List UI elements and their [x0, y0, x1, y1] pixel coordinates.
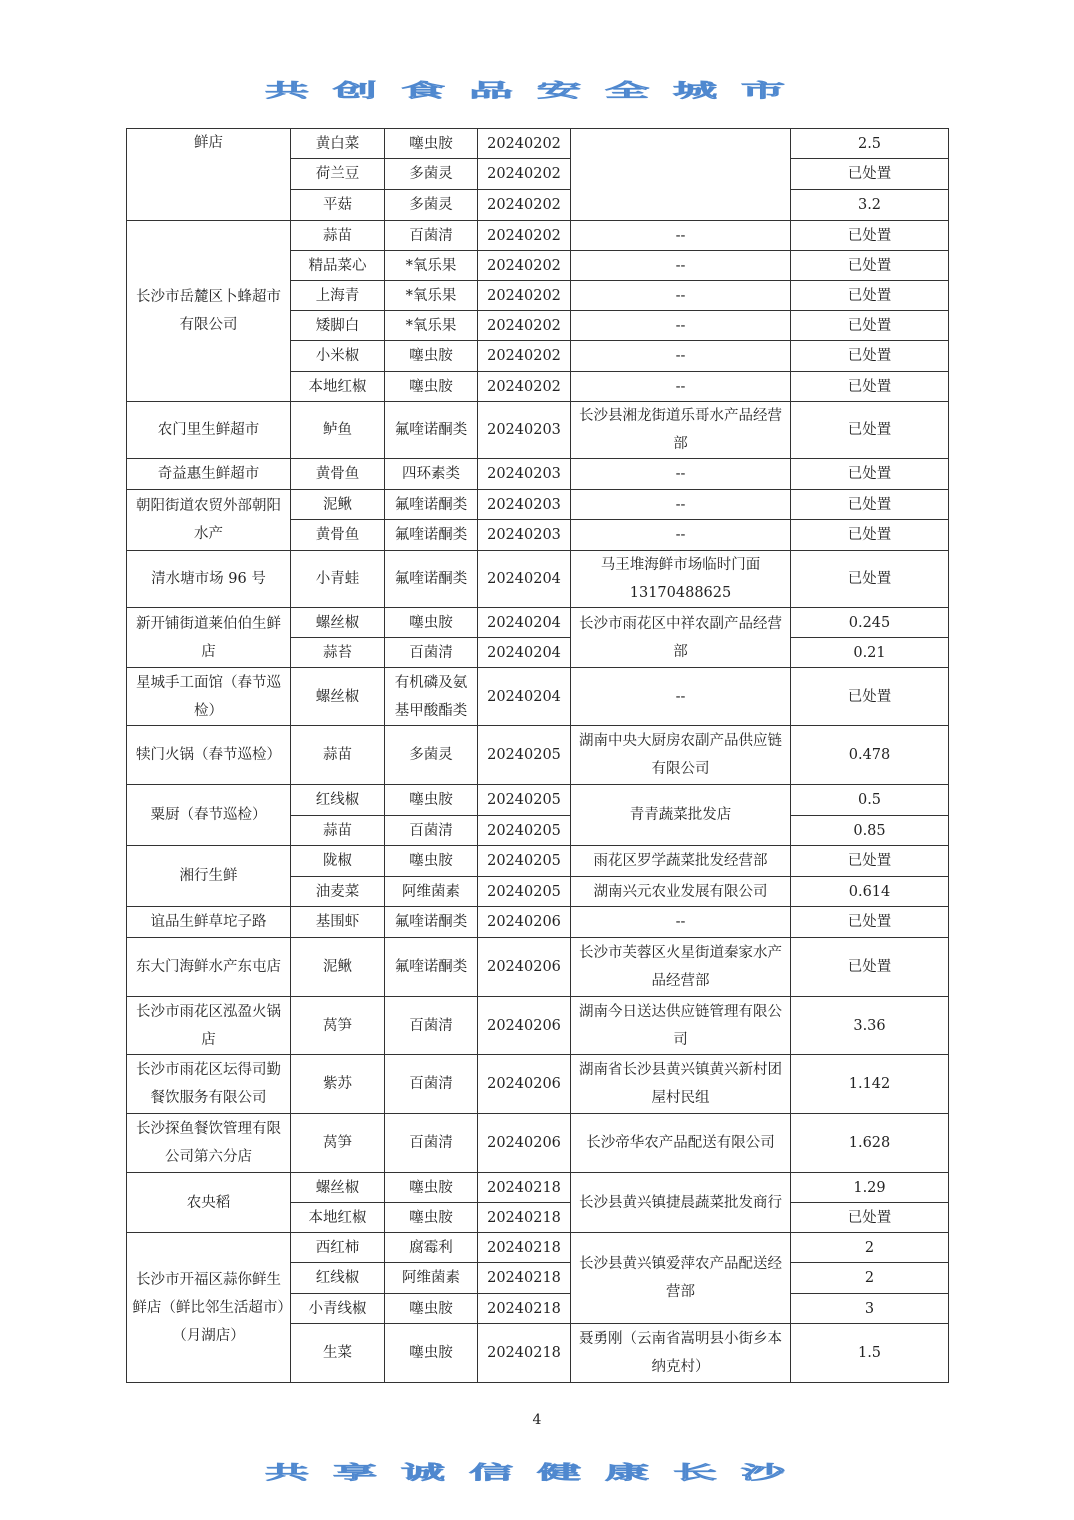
cell-item: 多菌灵: [385, 159, 478, 190]
table-row: [127, 1173, 949, 1203]
cell-date: 20240206: [478, 1055, 571, 1114]
cell-result: 3.2: [791, 190, 949, 221]
cell-result: 已处置: [791, 668, 949, 726]
cell-business: 鲜店: [127, 129, 291, 221]
cell-date: 20240205: [478, 726, 571, 785]
cell-supplier: --: [571, 221, 791, 251]
cell-date: 20240203: [478, 459, 571, 490]
cell-date: 20240205: [478, 816, 571, 846]
cell-item: 百菌清: [385, 997, 478, 1055]
cell-supplier: --: [571, 251, 791, 281]
cell-product: 螺丝椒: [291, 608, 385, 638]
cell-item: 噻虫胺: [385, 129, 478, 159]
cell-result: 0.5: [791, 785, 949, 816]
cell-date: 20240206: [478, 997, 571, 1055]
cell-item: *氧乐果: [385, 251, 478, 281]
cell-product: 紫苏: [291, 1055, 385, 1114]
cell-item: 腐霉利: [385, 1233, 478, 1263]
cell-item: 噻虫胺: [385, 785, 478, 816]
table-row: [127, 846, 949, 877]
cell-supplier: 长沙市芙蓉区火星街道秦家水产品经营部: [571, 938, 791, 997]
cell-item: 噻虫胺: [385, 372, 478, 402]
inspection-table: [126, 128, 949, 1383]
cell-result: 已处置: [791, 490, 949, 520]
cell-date: 20240206: [478, 938, 571, 997]
cell-result: 2: [791, 1233, 949, 1263]
table-row: [127, 129, 949, 159]
cell-business: 犊门火锅（春节巡检）: [127, 726, 291, 785]
cell-item: 多菌灵: [385, 726, 478, 785]
cell-product: 泥鳅: [291, 490, 385, 520]
cell-result: 已处置: [791, 907, 949, 938]
cell-result: 1.5: [791, 1324, 949, 1383]
cell-result: 已处置: [791, 402, 949, 459]
cell-date: 20240204: [478, 551, 571, 608]
cell-result: 1.628: [791, 1114, 949, 1173]
cell-product: 基围虾: [291, 907, 385, 938]
cell-business: 长沙探鱼餐饮管理有限公司第六分店: [127, 1114, 291, 1173]
table-row: [127, 785, 949, 816]
cell-item: 噻虫胺: [385, 846, 478, 877]
cell-item: 百菌清: [385, 1055, 478, 1114]
cell-business: 农门里生鲜超市: [127, 402, 291, 459]
cell-result: 2: [791, 1263, 949, 1294]
cell-item: 噻虫胺: [385, 608, 478, 638]
cell-business: 长沙市雨花区泓盈火锅店: [127, 997, 291, 1055]
cell-result: 0.21: [791, 638, 949, 668]
cell-supplier: 聂勇刚（云南省嵩明县小街乡本纳克村）: [571, 1324, 791, 1383]
cell-result: 已处置: [791, 159, 949, 190]
cell-result: 已处置: [791, 372, 949, 402]
cell-date: 20240202: [478, 281, 571, 311]
cell-business: 长沙市开福区蒜你鲜生鲜店（鲜比邻生活超市）（月湖店）: [127, 1233, 291, 1383]
cell-date: 20240203: [478, 520, 571, 551]
cell-date: 20240218: [478, 1294, 571, 1324]
cell-result: 1.142: [791, 1055, 949, 1114]
cell-supplier: --: [571, 281, 791, 311]
cell-result: 1.29: [791, 1173, 949, 1203]
table-row: [127, 1055, 949, 1114]
cell-product: 蒜苗: [291, 726, 385, 785]
cell-date: 20240204: [478, 668, 571, 726]
cell-product: 生菜: [291, 1324, 385, 1383]
cell-item: 噻虫胺: [385, 1324, 478, 1383]
cell-product: 黄白菜: [291, 129, 385, 159]
cell-date: 20240205: [478, 785, 571, 816]
cell-result: 已处置: [791, 459, 949, 490]
cell-product: 西红柿: [291, 1233, 385, 1263]
cell-result: 已处置: [791, 938, 949, 997]
cell-date: 20240203: [478, 490, 571, 520]
cell-product: 平菇: [291, 190, 385, 221]
cell-date: 20240202: [478, 251, 571, 281]
cell-result: 已处置: [791, 1203, 949, 1233]
cell-supplier: --: [571, 490, 791, 520]
cell-supplier: 长沙县黄兴镇捷晨蔬菜批发商行: [571, 1173, 791, 1233]
table-row: [127, 402, 949, 459]
cell-date: 20240204: [478, 608, 571, 638]
cell-business: 长沙市雨花区坛得司勤餐饮服务有限公司: [127, 1055, 291, 1114]
cell-supplier: [571, 129, 791, 221]
cell-date: 20240202: [478, 159, 571, 190]
cell-item: 百菌清: [385, 638, 478, 668]
cell-supplier: 长沙市雨花区中祥农副产品经营部: [571, 608, 791, 668]
cell-product: 上海青: [291, 281, 385, 311]
cell-product: 红线椒: [291, 785, 385, 816]
table-row: [127, 221, 949, 251]
cell-item: 噻虫胺: [385, 1294, 478, 1324]
cell-product: 蒜苗: [291, 816, 385, 846]
cell-business: 长沙市岳麓区卜蜂超市有限公司: [127, 221, 291, 402]
cell-business: 朝阳街道农贸外部朝阳水产: [127, 490, 291, 551]
cell-item: 氟喹诺酮类: [385, 402, 478, 459]
cell-result: 0.478: [791, 726, 949, 785]
cell-result: 3: [791, 1294, 949, 1324]
table-row: [127, 726, 949, 785]
table-row: [127, 938, 949, 997]
cell-result: 已处置: [791, 311, 949, 341]
cell-product: 陇椒: [291, 846, 385, 877]
cell-date: 20240202: [478, 311, 571, 341]
cell-date: 20240202: [478, 190, 571, 221]
cell-item: 氟喹诺酮类: [385, 551, 478, 608]
cell-business: 湘行生鲜: [127, 846, 291, 907]
cell-result: 已处置: [791, 520, 949, 551]
cell-date: 20240218: [478, 1263, 571, 1294]
cell-date: 20240218: [478, 1173, 571, 1203]
cell-item: 阿维菌素: [385, 877, 478, 907]
cell-product: 小米椒: [291, 341, 385, 372]
cell-result: 0.85: [791, 816, 949, 846]
cell-item: 噻虫胺: [385, 341, 478, 372]
cell-product: 螺丝椒: [291, 1173, 385, 1203]
cell-result: 已处置: [791, 341, 949, 372]
cell-supplier: 雨花区罗学蔬菜批发经营部: [571, 846, 791, 877]
table-row: [127, 1233, 949, 1263]
cell-item: 氟喹诺酮类: [385, 490, 478, 520]
cell-item: 阿维菌素: [385, 1263, 478, 1294]
cell-item: 有机磷及氨基甲酸酯类: [385, 668, 478, 726]
cell-product: 小青线椒: [291, 1294, 385, 1324]
cell-date: 20240218: [478, 1203, 571, 1233]
cell-result: 已处置: [791, 221, 949, 251]
cell-item: 多菌灵: [385, 190, 478, 221]
cell-item: 噻虫胺: [385, 1203, 478, 1233]
cell-business: 粟厨（春节巡检）: [127, 785, 291, 846]
cell-date: 20240206: [478, 1114, 571, 1173]
cell-product: 鲈鱼: [291, 402, 385, 459]
cell-supplier: 长沙帝华农产品配送有限公司: [571, 1114, 791, 1173]
cell-result: 0.245: [791, 608, 949, 638]
cell-date: 20240204: [478, 638, 571, 668]
cell-business: 奇益惠生鲜超市: [127, 459, 291, 490]
cell-supplier: --: [571, 520, 791, 551]
cell-supplier: 长沙县湘龙街道乐哥水产品经营部: [571, 402, 791, 459]
cell-item: 百菌清: [385, 1114, 478, 1173]
table-row: [127, 1114, 949, 1173]
cell-business: 新开铺街道莱伯伯生鲜店: [127, 608, 291, 668]
cell-product: 精品菜心: [291, 251, 385, 281]
table-row: [127, 490, 949, 520]
cell-supplier: 湖南今日送达供应链管理有限公司: [571, 997, 791, 1055]
cell-result: 2.5: [791, 129, 949, 159]
cell-supplier: 马王堆海鲜市场临时门面 13170488625: [571, 551, 791, 608]
cell-product: 本地红椒: [291, 372, 385, 402]
cell-product: 黄骨鱼: [291, 520, 385, 551]
cell-result: 已处置: [791, 846, 949, 877]
cell-item: 氟喹诺酮类: [385, 938, 478, 997]
table-row: [127, 907, 949, 938]
cell-product: 螺丝椒: [291, 668, 385, 726]
cell-result: 已处置: [791, 551, 949, 608]
footer-banner-text: 共享诚信健康长沙: [265, 1462, 809, 1484]
cell-product: 本地红椒: [291, 1203, 385, 1233]
cell-item: 百菌清: [385, 221, 478, 251]
cell-result: 3.36: [791, 997, 949, 1055]
cell-date: 20240206: [478, 907, 571, 938]
header-banner: [0, 58, 1074, 118]
cell-supplier: --: [571, 668, 791, 726]
cell-item: 百菌清: [385, 816, 478, 846]
table-row: [127, 551, 949, 608]
cell-product: 黄骨鱼: [291, 459, 385, 490]
cell-item: 氟喹诺酮类: [385, 520, 478, 551]
cell-supplier: 湖南兴元农业发展有限公司: [571, 877, 791, 907]
cell-supplier: --: [571, 907, 791, 938]
cell-item: *氧乐果: [385, 311, 478, 341]
cell-result: 0.614: [791, 877, 949, 907]
cell-product: 莴笋: [291, 1114, 385, 1173]
header-banner-text: 共创食品安全城市: [265, 80, 809, 102]
cell-date: 20240202: [478, 341, 571, 372]
cell-date: 20240203: [478, 402, 571, 459]
cell-product: 荷兰豆: [291, 159, 385, 190]
cell-item: 氟喹诺酮类: [385, 907, 478, 938]
cell-product: 矮脚白: [291, 311, 385, 341]
cell-product: 蒜苔: [291, 638, 385, 668]
cell-date: 20240202: [478, 129, 571, 159]
cell-product: 小青蛙: [291, 551, 385, 608]
cell-item: *氧乐果: [385, 281, 478, 311]
cell-product: 莴笋: [291, 997, 385, 1055]
cell-supplier: --: [571, 311, 791, 341]
cell-result: 已处置: [791, 281, 949, 311]
page-number: 4: [532, 1412, 542, 1428]
cell-product: 蒜苗: [291, 221, 385, 251]
cell-business: 农央稻: [127, 1173, 291, 1233]
cell-supplier: --: [571, 372, 791, 402]
cell-business: 星城手工面馆（春节巡检）: [127, 668, 291, 726]
table-row: [127, 668, 949, 726]
cell-date: 20240218: [478, 1324, 571, 1383]
cell-supplier: 青青蔬菜批发店: [571, 785, 791, 846]
cell-business: 东大门海鲜水产东屯店: [127, 938, 291, 997]
table-row: [127, 997, 949, 1055]
cell-supplier: --: [571, 341, 791, 372]
cell-date: 20240205: [478, 846, 571, 877]
cell-supplier: 长沙县黄兴镇爱萍农产品配送经营部: [571, 1233, 791, 1324]
cell-date: 20240205: [478, 877, 571, 907]
cell-product: 泥鳅: [291, 938, 385, 997]
cell-result: 已处置: [791, 251, 949, 281]
table-row: [127, 608, 949, 638]
table-row: [127, 459, 949, 490]
table-body: [127, 129, 949, 1383]
footer-banner: [0, 1440, 1074, 1500]
cell-supplier: --: [571, 459, 791, 490]
cell-date: 20240218: [478, 1233, 571, 1263]
cell-product: 油麦菜: [291, 877, 385, 907]
cell-business: 谊品生鲜草坨子路: [127, 907, 291, 938]
cell-supplier: 湖南省长沙县黄兴镇黄兴新村团屋村民组: [571, 1055, 791, 1114]
cell-supplier: 湖南中央大厨房农副产品供应链有限公司: [571, 726, 791, 785]
cell-date: 20240202: [478, 221, 571, 251]
cell-date: 20240202: [478, 372, 571, 402]
cell-item: 四环素类: [385, 459, 478, 490]
cell-product: 红线椒: [291, 1263, 385, 1294]
cell-item: 噻虫胺: [385, 1173, 478, 1203]
cell-business: 清水塘市场 96 号: [127, 551, 291, 608]
